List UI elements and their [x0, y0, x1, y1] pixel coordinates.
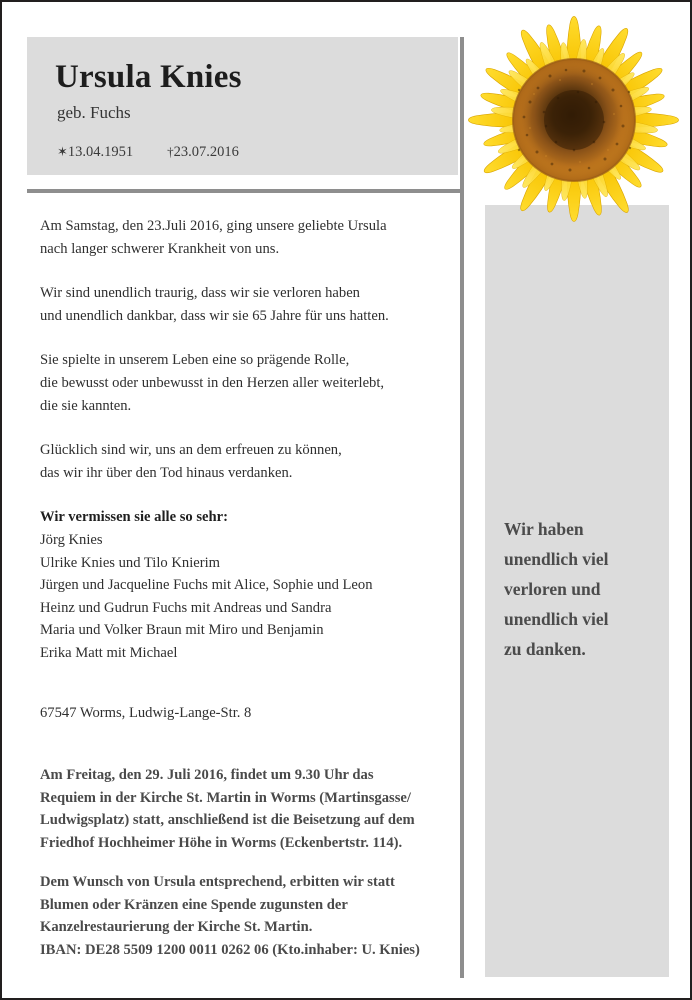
obituary-text [40, 215, 452, 665]
paragraph-1 [40, 215, 452, 260]
text-line: Am Samstag, den 23.Juli 2016, ging unsere geliebte Ursula [40, 218, 387, 234]
birth-date: 13.04.1951 [67, 144, 134, 160]
funeral-service-details [40, 764, 460, 854]
mourner-name: Jörg Knies [40, 531, 103, 548]
vertical-divider [460, 37, 464, 978]
text-line: nach langer schwerer Krankheit von uns. [40, 240, 280, 257]
donation-details [40, 871, 460, 961]
mourner-name: Maria und Volker Braun mit Miro und Benjamin [40, 622, 324, 639]
text-line: Kanzelrestaurierung der Kirche St. Martin. [40, 919, 313, 936]
mourner-name: Heinz und Gudrun Fuchs mit Andreas und Sandra [40, 599, 332, 616]
quote-line: unendlich viel [504, 609, 609, 629]
text-line: die sie kannten. [40, 397, 132, 414]
text-line: Dem Wunsch von Ursula entsprechend, erbitten wir statt [40, 874, 395, 890]
paragraph-3 [40, 349, 452, 417]
text-line: Blumen oder Kränzen eine Spende zugunsten der [40, 896, 348, 913]
quote-line: Wir haben [504, 519, 584, 539]
header-panel [27, 37, 458, 175]
mourners-block [40, 506, 452, 664]
page-title: Ursula Knies [55, 59, 242, 95]
text-line: Wir sind unendlich traurig, dass wir sie verloren haben [40, 285, 360, 302]
death-cross-icon: † [167, 144, 174, 159]
birth-date-group [57, 144, 133, 160]
mourner-name: Erika Matt mit Michael [40, 644, 178, 661]
mourner-name: Jürgen und Jacqueline Fuchs mit Alice, Sophie und Leon [40, 577, 373, 594]
mourner-name: Ulrike Knies und Tilo Knierim [40, 554, 220, 571]
maiden-name: geb. Fuchs [57, 103, 131, 122]
death-date-group [167, 144, 239, 160]
quote-line: zu danken. [504, 639, 586, 659]
horizontal-divider [27, 189, 464, 193]
text-line: Am Freitag, den 29. Juli 2016, findet um 9.30 Uhr das [40, 767, 374, 783]
text-line: Friedhof Hochheimer Höhe in Worms (Eckenbertstr. 114). [40, 834, 403, 851]
life-dates [57, 144, 239, 161]
text-line: und unendlich dankbar, dass wir sie 65 Jahre für uns hatten. [40, 307, 389, 324]
text-line: das wir ihr über den Tod hinaus verdanken. [40, 464, 293, 481]
paragraph-4 [40, 439, 452, 484]
quote-line: unendlich viel [504, 549, 609, 569]
family-address: 67547 Worms, Ludwig-Lange-Str. 8 [40, 705, 252, 721]
text-line: IBAN: DE28 5509 1200 0011 0262 06 (Kto.inhaber: U. Knies) [40, 941, 420, 958]
paragraph-2 [40, 282, 452, 327]
text-line: Sie spielte in unserem Leben eine so prägende Rolle, [40, 352, 350, 369]
text-line: Requiem in der Kirche St. Martin in Worms (Martinsgasse/ [40, 789, 411, 806]
quote-line: verloren und [504, 579, 601, 599]
mourners-heading: Wir vermissen sie alle so sehr: [40, 509, 228, 526]
text-line: Glücklich sind wir, uns an dem erfreuen zu können, [40, 442, 342, 459]
sidebar-quote [504, 514, 664, 664]
text-line: Ludwigsplatz) statt, anschließend ist die Beisetzung auf dem [40, 812, 415, 829]
text-line: die bewusst oder unbewusst in den Herzen aller weiterlebt, [40, 374, 385, 391]
death-date: 23.07.2016 [173, 144, 239, 160]
birth-star-icon: ✶ [57, 144, 68, 159]
